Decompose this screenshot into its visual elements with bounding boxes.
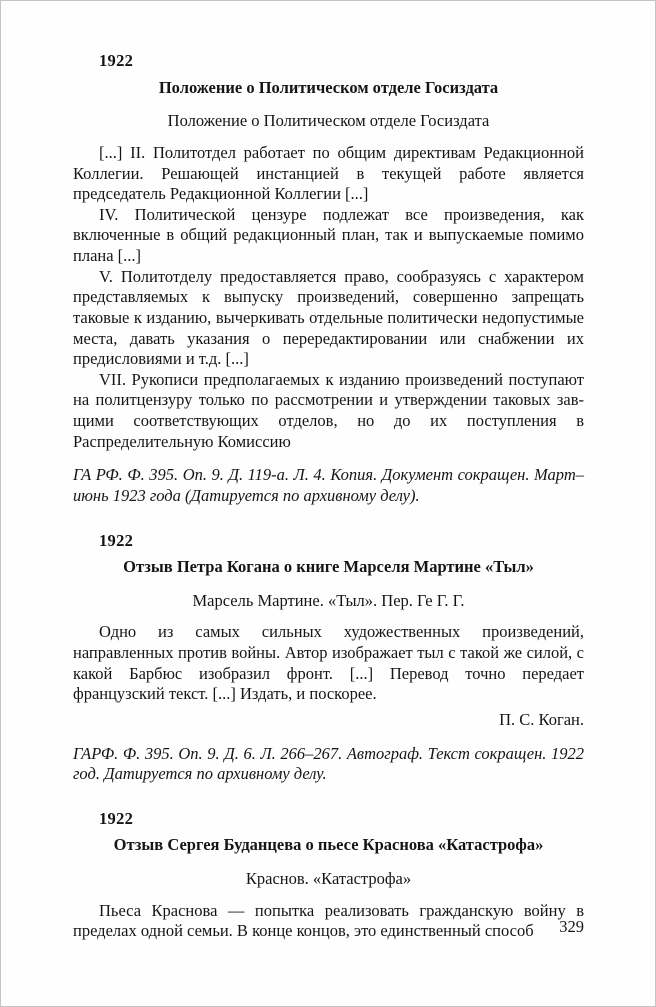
section-year: 1922 — [99, 530, 134, 550]
signature: П. С. Коган. — [499, 709, 584, 729]
paragraph: [...] II. Политотдел работает по общим директивам Редакционной Коллегии. Решающей инстанцией в текущей работе является председатель Редакционной Коллегии [...] — [73, 142, 584, 204]
doc-section-kogan-review — [73, 531, 584, 785]
paragraph: Пьеса Краснова — попытка реализовать гражданскую войну в пределах одной семьи. В конце концов, это единственный способ — [73, 900, 584, 941]
section-subtitle: Положение о Политическом отделе Госиздата — [167, 111, 490, 131]
paragraph: V. Политотделу предоставляется право, сообразуясь с характером представляемых к выпуску произведений, совершенно запрещать таковые к изданию, вычеркивать отдельные политически недопустимые места, давать указания о перередактировании или снабжении их предисловиями и т.д. [...] — [73, 266, 584, 369]
section-title: Отзыв Петра Когана о книге Марселя Мартине «Тыл» — [123, 557, 534, 577]
section-year: 1922 — [99, 51, 134, 70]
archive-reference: ГА РФ. Ф. 395. Оп. 9. Д. 119-а. Л. 4. Копия. Документ сокращен. Март–июнь 1923 года (Датируется по архивному делу). — [73, 465, 584, 505]
section-title: Отзыв Сергея Буданцева о пьесе Краснова «Катастрофа» — [113, 835, 544, 855]
section-year: 1922 — [99, 808, 134, 828]
section-subtitle: Марсель Мартине. «Тыл». Пер. Ге Г. Г. — [192, 590, 465, 610]
paragraph: VII. Рукописи предполагаемых к изданию произведений поступают на политцензуру только по рассмотрении и утверждении таковых зав-щими соответствующих отделов, но до их поступления в Распределительную Комиссию — [73, 369, 584, 451]
section-title: Положение о Политическом отделе Госиздата — [158, 77, 499, 97]
page-number: 329 — [559, 917, 584, 936]
section-subtitle: Краснов. «Катастрофа» — [245, 869, 412, 888]
archive-reference: ГАРФ. Ф. 395. Оп. 9. Д. 6. Л. 266–267. Автограф. Текст сокращен. 1922 год. Датируется по архивному делу. — [73, 743, 584, 784]
doc-section-budantsev-review — [73, 809, 584, 942]
doc-section-gosizdat — [73, 51, 584, 507]
paragraph: IV. Политической цензуре подлежат все произведения, как включенные в общий редакционный план, так и выпускаемые помимо плана [...] — [73, 204, 584, 265]
paragraph: Одно из самых сильных художественных произведений, направленных против войны. Автор изображает тыл с такой же силой, с какой Барбюс изобразил фронт. [...] Перевод точно передает французский текст. [...] Издать, и поскорее. — [73, 622, 584, 704]
